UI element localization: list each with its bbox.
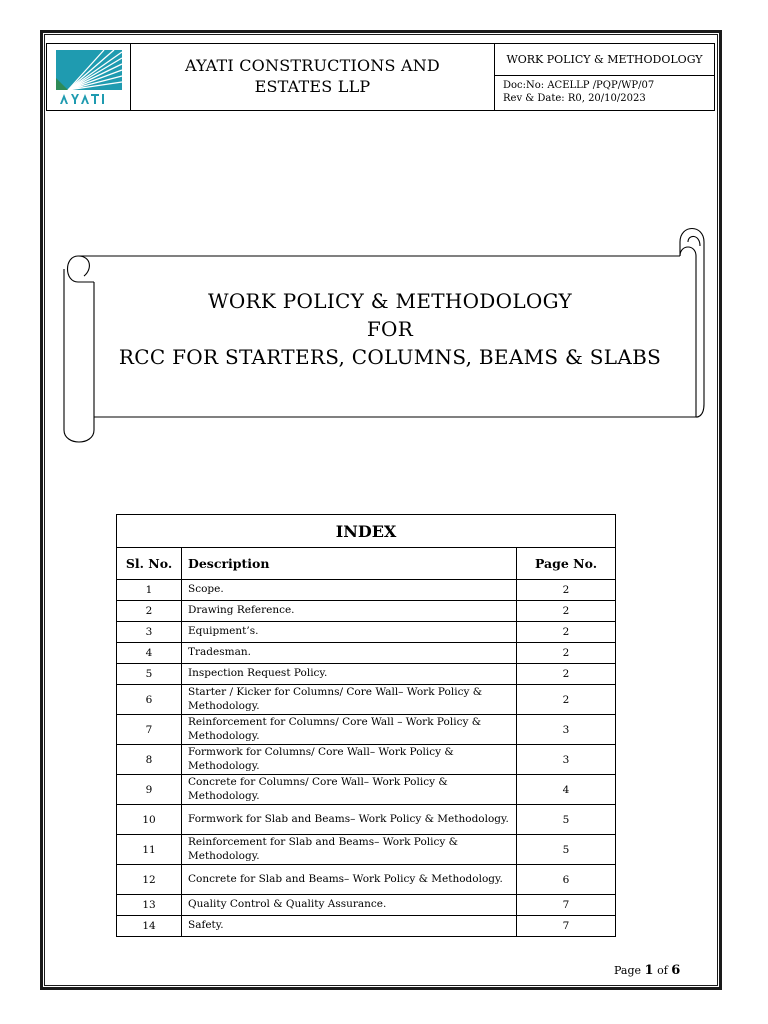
index-title: INDEX [117, 515, 616, 548]
row-page-no: 2 [517, 664, 616, 685]
document-header [46, 43, 715, 111]
row-page-no: 2 [517, 685, 616, 715]
table-row [117, 895, 616, 916]
table-row [117, 805, 616, 835]
row-description: Concrete for Slab and Beams– Work Policy & Methodology. [182, 865, 517, 895]
row-description: Equipment’s. [182, 622, 517, 643]
row-description: Formwork for Columns/ Core Wall– Work Policy & Methodology. [182, 745, 517, 775]
table-row [117, 865, 616, 895]
company-name-line2: ESTATES LLP [254, 77, 371, 96]
row-page-no: 3 [517, 745, 616, 775]
table-row [117, 685, 616, 715]
table-row [117, 580, 616, 601]
row-description: Quality Control & Quality Assurance. [182, 895, 517, 916]
row-sl-no: 12 [117, 865, 182, 895]
document-meta [495, 76, 714, 110]
table-row [117, 601, 616, 622]
table-row [117, 664, 616, 685]
row-page-no: 5 [517, 835, 616, 865]
row-description: Starter / Kicker for Columns/ Core Wall– Work Policy & Methodology. [182, 685, 517, 715]
row-page-no: 2 [517, 643, 616, 664]
table-row [117, 835, 616, 865]
row-sl-no: 5 [117, 664, 182, 685]
row-page-no: 2 [517, 601, 616, 622]
row-sl-no: 10 [117, 805, 182, 835]
ayati-logo-icon [54, 48, 124, 106]
row-description: Inspection Request Policy. [182, 664, 517, 685]
banner-line-1: WORK POLICY & METHODOLOGY [207, 289, 573, 313]
page-number-footer [614, 963, 680, 978]
row-sl-no: 3 [117, 622, 182, 643]
index-table [116, 514, 616, 937]
company-name-line1: AYATI CONSTRUCTIONS AND [185, 56, 440, 76]
row-description: Formwork for Slab and Beams– Work Policy & Methodology. [182, 805, 517, 835]
row-description: Scope. [182, 580, 517, 601]
row-page-no: 2 [517, 622, 616, 643]
row-page-no: 7 [517, 895, 616, 916]
row-sl-no: 2 [117, 601, 182, 622]
title-banner-scroll [60, 226, 710, 450]
column-header-page-no: Page No. [517, 548, 616, 580]
page-current: 1 [644, 963, 654, 978]
row-sl-no: 9 [117, 775, 182, 805]
document-info [495, 44, 714, 110]
row-page-no: 5 [517, 805, 616, 835]
row-description: Reinforcement for Slab and Beams– Work Policy & Methodology. [182, 835, 517, 865]
column-header-description: Description [182, 548, 517, 580]
page-label: Page [614, 964, 642, 977]
table-row [117, 775, 616, 805]
row-page-no: 3 [517, 715, 616, 745]
table-row [117, 622, 616, 643]
document-title: WORK POLICY & METHODOLOGY [495, 44, 714, 76]
table-row [117, 643, 616, 664]
row-sl-no: 8 [117, 745, 182, 775]
row-description: Reinforcement for Columns/ Core Wall – Work Policy & Methodology. [182, 715, 517, 745]
row-page-no: 2 [517, 580, 616, 601]
company-logo [47, 44, 131, 110]
page-total: 6 [671, 963, 681, 978]
row-page-no: 4 [517, 775, 616, 805]
row-description: Drawing Reference. [182, 601, 517, 622]
banner-title [90, 287, 690, 371]
row-sl-no: 1 [117, 580, 182, 601]
row-page-no: 7 [517, 916, 616, 937]
table-row [117, 745, 616, 775]
row-description: Concrete for Columns/ Core Wall– Work Policy & Methodology. [182, 775, 517, 805]
row-sl-no: 4 [117, 643, 182, 664]
table-row [117, 715, 616, 745]
page-of-label: of [657, 964, 668, 977]
row-page-no: 6 [517, 865, 616, 895]
column-header-sl-no: Sl. No. [117, 548, 182, 580]
table-row [117, 916, 616, 937]
banner-line-2: FOR [366, 317, 414, 341]
row-sl-no: 13 [117, 895, 182, 916]
document-number: Doc:No: ACELLP /PQP/WP/07 [503, 80, 655, 91]
revision-date: Rev & Date: R0, 20/10/2023 [503, 93, 646, 104]
row-description: Tradesman. [182, 643, 517, 664]
row-description: Safety. [182, 916, 517, 937]
row-sl-no: 11 [117, 835, 182, 865]
row-sl-no: 6 [117, 685, 182, 715]
banner-line-3: RCC FOR STARTERS, COLUMNS, BEAMS & SLABS [118, 345, 662, 369]
row-sl-no: 14 [117, 916, 182, 937]
row-sl-no: 7 [117, 715, 182, 745]
company-name [131, 44, 495, 110]
